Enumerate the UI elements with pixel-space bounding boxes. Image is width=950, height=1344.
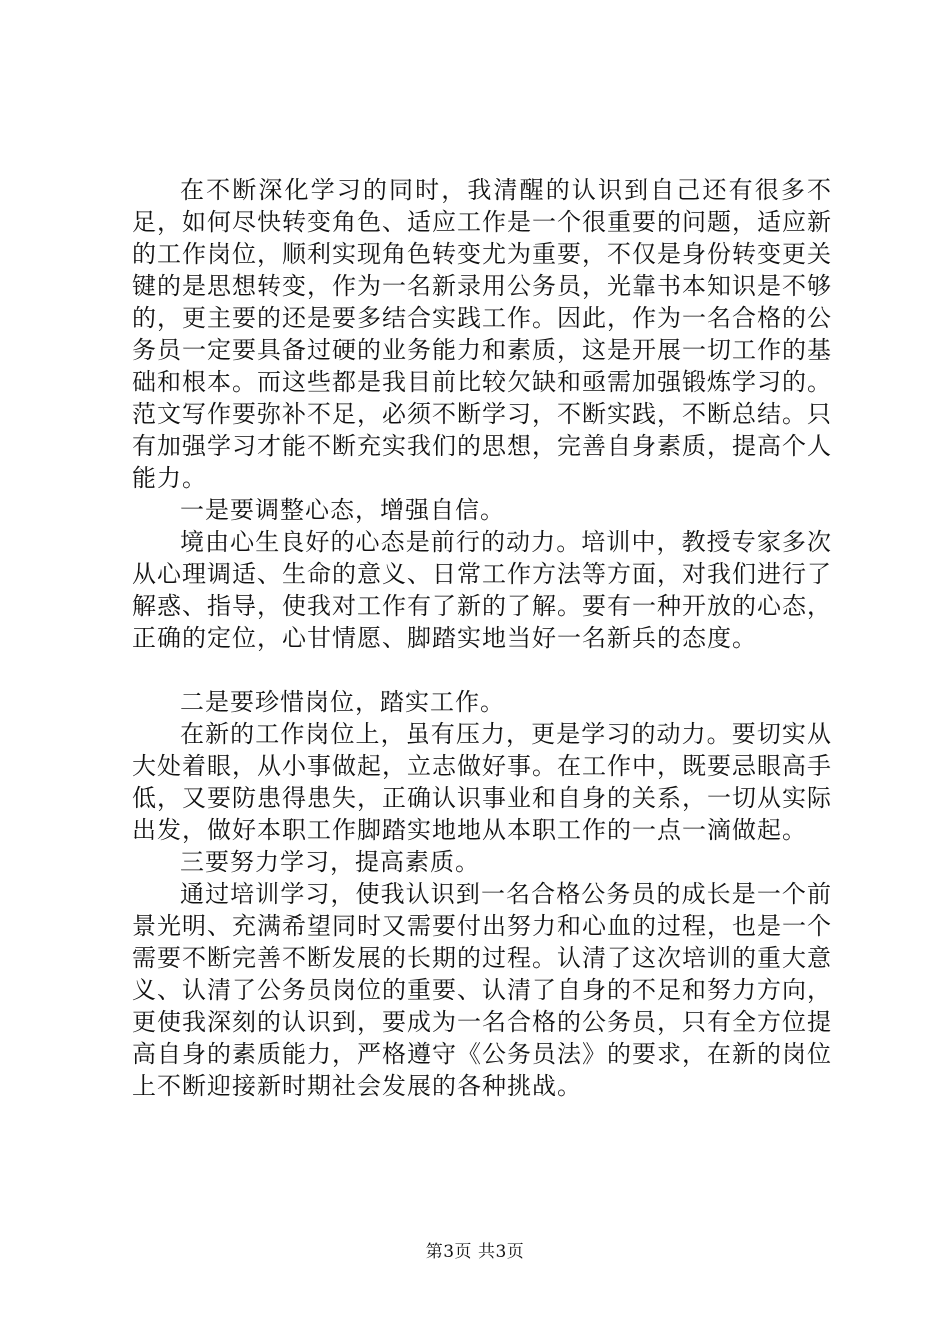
- heading-cherish-position: 二是要珍惜岗位，踏实工作。: [180, 688, 505, 716]
- paragraph-study: 通过培训学习，使我认识到一名合格公务员的成长是一个前景光明、充满希望同时又需要付出努力和心血的过程，也是一个需要不断完善不断发展的长期的过程。认清了这次培训的重大意义、认清了公务员岗位的重要、认清了自身的不足和努力方向，更使我深刻的认识到，要成为一名合格的公务员，只有全方位提高自身的素质能力，严格遵守《公务员法》的要求，在新的岗位上不断迎接新时期社会发展的各种挑战。: [132, 880, 832, 1100]
- paragraph-learning-reflection: 在不断深化学习的同时，我清醒的认识到自己还有很多不足，如何尽快转变角色、适应工作是一个很重要的问题，适应新的工作岗位，顺利实现角色转变尤为重要，不仅是身份转变更关键的是思想转变，作为一名新录用公务员，光靠书本知识是不够的，更主要的还是要多结合实践工作。因此，作为一名合格的公务员一定要具备过硬的业务能力和素质，这是开展一切工作的基础和根本。而这些都是我目前比较欠缺和亟需加强锻炼学习的。范文写作要弥补不足，必须不断学习，不断实践，不断总结。只有加强学习才能不断充实我们的思想，完善自身素质，提高个人能力。: [132, 176, 832, 492]
- heading-study-hard: 三要努力学习，提高素质。: [180, 848, 480, 876]
- page-number-label: 第3页 共3页: [425, 1242, 525, 1262]
- paragraph-position: 在新的工作岗位上，虽有压力，更是学习的动力。要切实从大处着眼，从小事做起，立志做好事。在工作中，既要忌眼高手低，又要防患得患失，正确认识事业和自身的关系，一切从实际出发，做好本职工作脚踏实地地从本职工作的一点一滴做起。: [132, 720, 832, 844]
- paragraph-mindset: 境由心生良好的心态是前行的动力。培训中，教授专家多次从心理调适、生命的意义、日常工作方法等方面，对我们进行了解惑、指导，使我对工作有了新的了解。要有一种开放的心态，正确的定位，心甘情愿、脚踏实地当好一名新兵的态度。: [132, 528, 832, 652]
- page-footer: [0, 1241, 950, 1263]
- document-body: [132, 174, 832, 1102]
- heading-adjust-mindset: 一是要调整心态，增强自信。: [180, 496, 505, 524]
